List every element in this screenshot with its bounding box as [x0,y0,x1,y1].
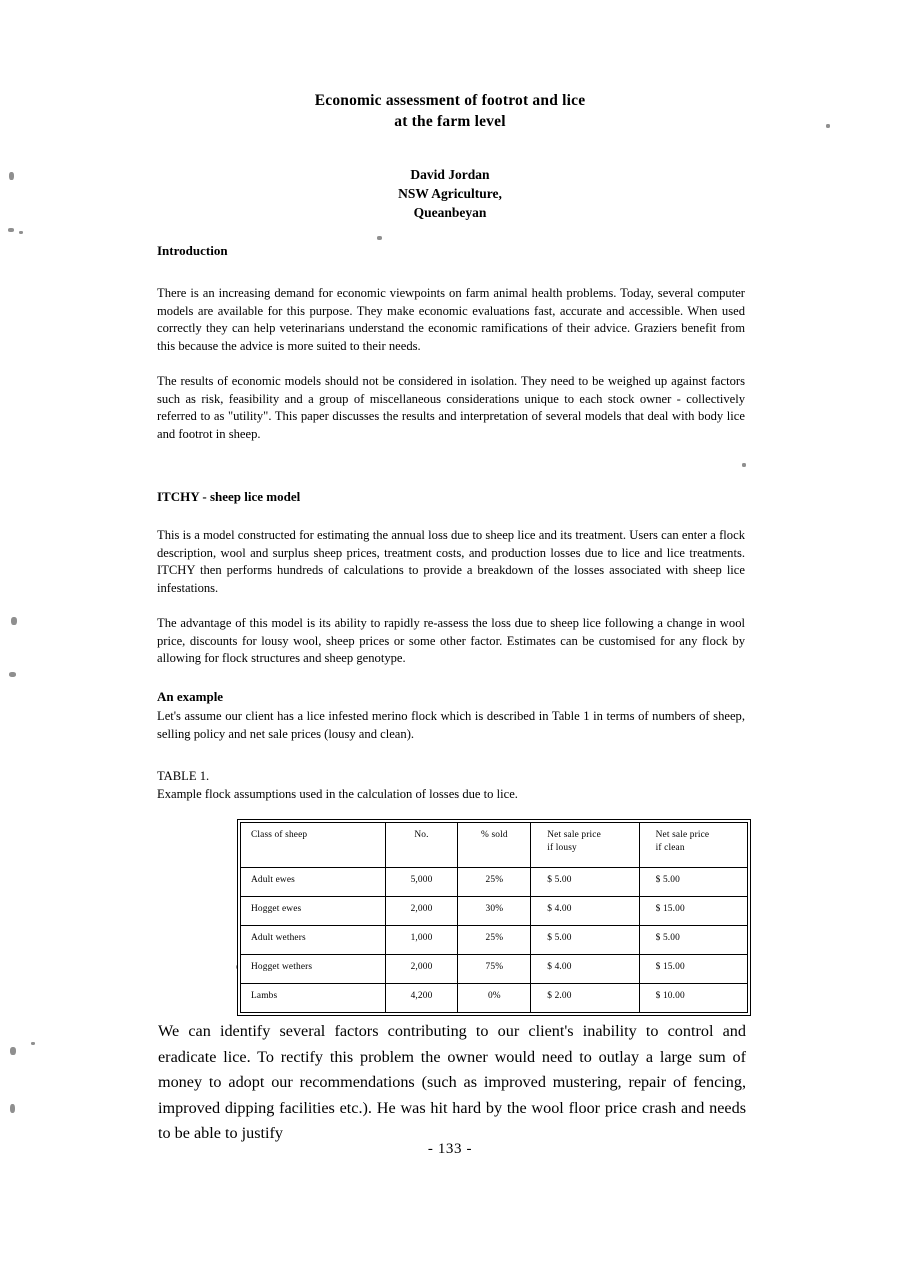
cell-price-lousy: $ 5.00 [531,868,639,897]
section-introduction [157,243,745,259]
table-row [241,868,748,897]
example-paragraph-1: Let's assume our client has a lice infested merino flock which is described in Table 1 in terms of numbers of sheep, selling policy and net sale prices (lousy and clean). [157,709,745,741]
table-row [241,897,748,926]
table-label: TABLE 1. [157,769,210,783]
cell-price-clean: $ 5.00 [639,926,747,955]
author-name: David Jordan [410,167,490,182]
cell-no: 5,000 [385,868,458,897]
table-header-net-sale-price-clean [639,823,747,868]
itchy-paragraph-1: This is a model constructed for estimating the annual loss due to sheep lice and its treatment. Users can enter a flock description, wool and surplus sheep prices, treatment costs, and production losses due to lice and lice treatments. ITCHY then performs hundreds of calculations to provide a breakdown of the losses associated with sheep lice infestations. [157,528,745,595]
table-caption: Example flock assumptions used in the calculation of losses due to lice. [157,786,518,801]
table-header-lousy-line-1: Net sale price [547,830,601,840]
flock-assumptions-table [240,822,748,1013]
cell-no: 2,000 [385,897,458,926]
scan-artifact [9,672,16,677]
table-row [241,955,748,984]
scan-artifact [826,124,830,128]
cell-price-clean: $ 15.00 [639,955,747,984]
cell-no: 4,200 [385,984,458,1013]
table-header-class-of-sheep: Class of sheep [241,823,386,868]
scan-artifact [10,1047,16,1055]
cell-percent-sold: 25% [458,868,531,897]
cell-percent-sold: 0% [458,984,531,1013]
page-number: - 133 - [427,1141,473,1157]
table-header-lousy-line-2: if lousy [547,843,577,853]
title-line-2: at the farm level [394,113,506,130]
section-itchy [157,489,745,505]
scan-artifact [10,1104,15,1113]
cell-price-clean: $ 15.00 [639,897,747,926]
cell-price-clean: $ 10.00 [639,984,747,1013]
cell-class: Adult ewes [241,868,386,897]
scan-artifact [742,463,746,467]
itchy-paragraph-1-wrap [157,527,745,597]
table-header-net-sale-price-lousy [531,823,639,868]
title-line-1: Economic assessment of footrot and lice [314,92,586,109]
example-paragraph-1-wrap [157,708,745,743]
cell-price-lousy: $ 2.00 [531,984,639,1013]
table-header-clean-line-2: if clean [655,843,685,853]
table-header-row [241,823,748,868]
cell-price-lousy: $ 4.00 [531,955,639,984]
table-row [241,926,748,955]
scan-artifact [19,231,23,234]
flock-assumptions-table-wrapper [237,819,751,1016]
introduction-paragraph-1-wrap [157,285,745,355]
table-row [241,984,748,1013]
itchy-paragraph-2-wrap [157,615,745,668]
cell-percent-sold: 30% [458,897,531,926]
table-header-percent-sold: % sold [458,823,531,868]
introduction-paragraph-2: The results of economic models should not be considered in isolation. They need to be weighed up against factors such as risk, feasibility and a group of miscellaneous considerations unique to each stock owner - collectively referred to as "utility". This paper discusses the results and interpretation of several models that deal with body lice and footrot in sheep. [157,374,745,441]
heading-itchy: ITCHY - sheep lice model [157,489,301,504]
byline [155,165,745,222]
table-caption-block [157,768,745,803]
scan-artifact [31,1042,35,1045]
scan-artifact [9,172,14,180]
page-title [155,90,745,132]
heading-an-example: An example [157,689,224,704]
table-header-no: No. [385,823,458,868]
closing-paragraph-wrap [158,1019,746,1147]
cell-price-lousy: $ 5.00 [531,926,639,955]
closing-paragraph: We can identify several factors contributing to our client's inability to control and eradicate lice. To rectify this problem the owner would need to outlay a large sum of money to adopt our recommendations (such as improved mustering, repair of fencing, improved dipping facilities etc.). He was hit hard by the wool floor price crash and needs to be able to justify [158,1022,746,1142]
scan-artifact [11,617,17,625]
cell-percent-sold: 75% [458,955,531,984]
author-organisation: NSW Agriculture, [398,186,502,201]
author-location: Queanbeyan [413,205,487,220]
introduction-paragraph-2-wrap [157,373,745,443]
table-header-clean-line-1: Net sale price [655,830,710,840]
scan-artifact [8,228,14,232]
cell-no: 2,000 [385,955,458,984]
itchy-paragraph-2: The advantage of this model is its ability to rapidly re-assess the loss due to sheep lice following a change in wool price, discounts for lousy wool, sheep prices or some other factor. Estimates can be customised for any flock by allowing for flock structures and sheep genotype. [157,616,745,666]
cell-class: Hogget ewes [241,897,386,926]
cell-class: Lambs [241,984,386,1013]
introduction-paragraph-1: There is an increasing demand for economic viewpoints on farm animal health problems. Today, several computer models are available for this purpose. They make economic evaluations fast, accurate and accessible. When used correctly they can help veterinarians understand the economic ramifications of their advice. Graziers benefit from this because the advice is more suited to their needs. [157,286,745,353]
scan-artifact [377,236,382,240]
title-block [155,90,745,222]
cell-no: 1,000 [385,926,458,955]
heading-introduction: Introduction [157,243,228,258]
section-example [157,689,745,705]
cell-price-lousy: $ 4.00 [531,897,639,926]
cell-class: Adult wethers [241,926,386,955]
cell-price-clean: $ 5.00 [639,868,747,897]
cell-class: Hogget wethers [241,955,386,984]
cell-percent-sold: 25% [458,926,531,955]
